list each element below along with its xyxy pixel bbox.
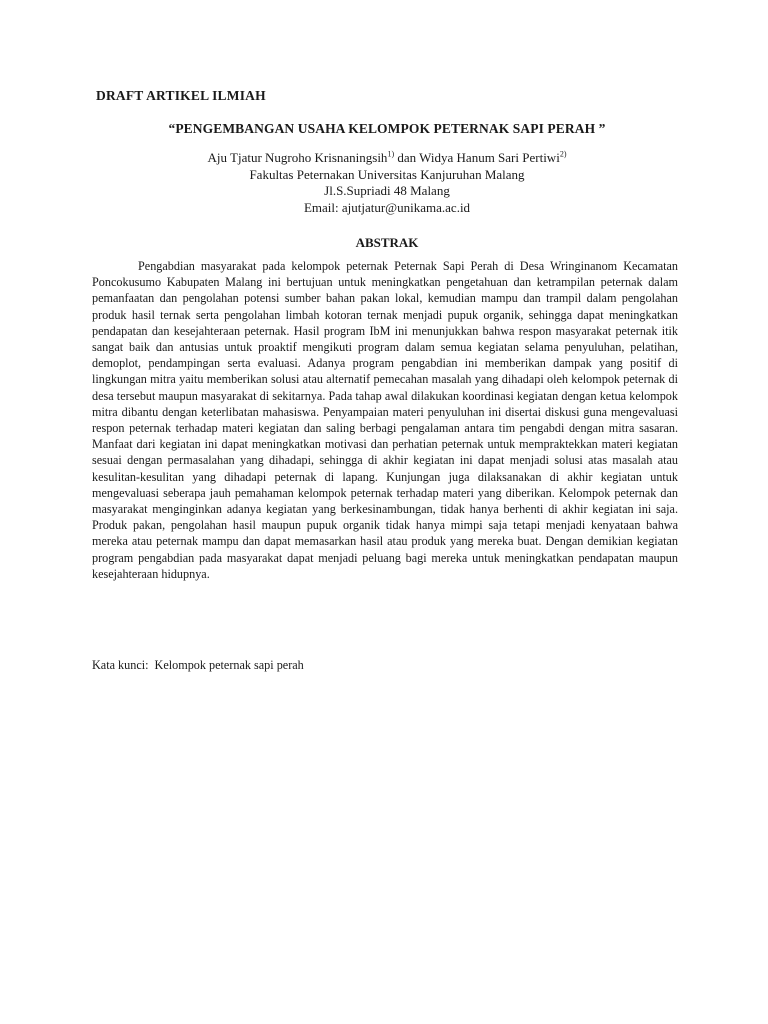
affiliation: Fakultas Peternakan Universitas Kanjuruhan Malang	[249, 166, 525, 182]
email: Email: ajutjatur@unikama.ac.id	[303, 199, 471, 215]
abstract-body: Pengabdian masyarakat pada kelompok peternak Peternak Sapi Perah di Desa Wringinanom Kecamatan Poncokusumo Kabupaten Malang ini bertujuan untuk meningkatkan pengetahuan dan ketrampilan peternak dalam pemanfaatan dan pengolahan potensi sumber bahan pakan lokal, kemudian mampu dan trampil dalam pengolahan produk hasil ternak serta pengolahan limbah kotoran ternak menjadi pupuk organik, sehingga dapat meningkatkan pendapatan dan kesejahteraan peternak. Hasil program IbM ini menunjukkan bahwa respon masyarakat peternak itik sangat baik dan antusias untuk proaktif mengikuti program dalam semua kegiatan selama penyuluhan, pelatihan, demoplot, pendampingan serta evaluasi. Adanya program pengabdian ini memberikan dampak yang positif di lingkungan mitra yaitu memberikan solusi atau alternatif pemecahan masalah yang dihadapi oleh kelompok peternak di desa tersebut maupun masyarakat di sekitarnya. Pada tahap awal dilakukan koordinasi kegiatan dengan ketua kelompok mitra dibantu dengan keterlibatan mahasiswa. Penyampaian materi penyuluhan ini disertai diskusi guna mengevaluasi respon peternak terhadap materi kegiatan dan saling berbagi pengalaman antara tim pengabdi dengan mitra sasaran. Manfaat dari kegiatan ini dapat meningkatkan motivasi dan perhatian peternak untuk mempraktekkan materi kegiatan sesuai dengan permasalahan yang dihadapi, sehingga di akhir kegiatan ini dapat menjadi solusi atas masalah atau kesulitan-kesulitan yang dihadapi peternak di lapang. Kunjungan juga dilaksanakan di akhir kegiatan untuk mengevaluasi seberapa jauh pemahaman kelompok peternak terhadap materi yang diberikan. Kelompok peternak dan masyarakat menginginkan adanya kegiatan yang berkesinambungan, tidak hanya berhenti di akhir kegiatan ini saja. Produk pakan, pengolahan hasil maupun pupuk organik tidak hanya mimpi saja tetapi menjadi kenyataan bahwa mereka atau peternak mampu dan dapat memasarkan hasil atau produk yang mereka buat. Dengan demikian kegiatan program pengabdian pada masyarakat dapat menjadi peluang bagi mereka untuk meningkatkan pendapatan maupun kesejahteraan hidupnya.	[92, 259, 678, 581]
keywords-label: Kata kunci:	[92, 658, 149, 672]
author-block	[92, 150, 682, 216]
document-label: DRAFT ARTIKEL ILMIAH	[96, 88, 266, 103]
keywords-line	[92, 658, 304, 673]
abstract-heading: ABSTRAK	[355, 235, 419, 250]
keywords-value: Kelompok peternak sapi perah	[154, 658, 304, 672]
author-name-2: Widya Hanum Sari Pertiwi	[419, 150, 560, 165]
author-1-footnote: 1)	[387, 149, 395, 159]
author-conjunction: dan	[394, 150, 420, 165]
author-line	[92, 150, 682, 167]
article-title: “PENGEMBANGAN USAHA KELOMPOK PETERNAK SAPI PERAH ”	[168, 121, 606, 136]
author-2-footnote: 2)	[559, 149, 567, 159]
address: Jl.S.Supriadi 48 Malang	[324, 183, 450, 198]
author-name-1: Aju Tjatur Nugroho Krisnaningsih	[207, 150, 388, 165]
